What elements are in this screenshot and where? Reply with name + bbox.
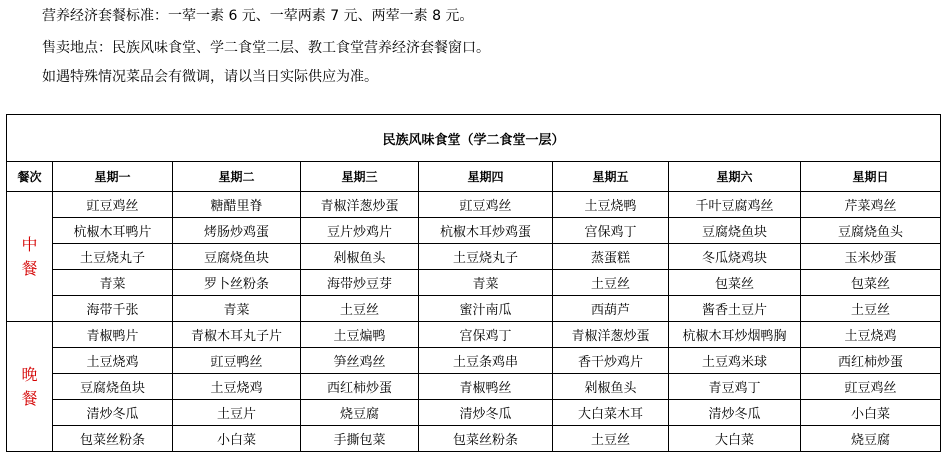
dish-cell: 豆片炒鸡片: [301, 218, 419, 244]
dish-cell: 青菜: [53, 270, 173, 296]
dish-cell: 土豆丝: [301, 296, 419, 322]
dish-cell: 包菜丝: [669, 270, 801, 296]
dish-cell: 笋丝鸡丝: [301, 348, 419, 374]
dish-cell: 西红柿炒蛋: [301, 374, 419, 400]
dish-cell: 青椒木耳丸子片: [173, 322, 301, 348]
dish-cell: 豇豆鸡丝: [801, 374, 941, 400]
dinner-meal-label-char: 餐: [21, 388, 38, 408]
dinner-meal-label: [7, 322, 53, 452]
dish-cell: 土豆烧丸子: [419, 244, 553, 270]
dish-cell: 土豆煸鸭: [301, 322, 419, 348]
dish-cell: 大白菜: [669, 426, 801, 452]
dish-cell: 海带炒豆芽: [301, 270, 419, 296]
dish-cell: 青椒洋葱炒蛋: [553, 322, 669, 348]
lunch-meal-label-char: 中: [21, 234, 38, 254]
dish-cell: 杭椒木耳炒鸡蛋: [419, 218, 553, 244]
dish-cell: 烧豆腐: [301, 400, 419, 426]
dish-cell: 小白菜: [801, 400, 941, 426]
dish-cell: 清炒冬瓜: [53, 400, 173, 426]
dish-cell: 蜜汁南瓜: [419, 296, 553, 322]
dish-cell: 青菜: [419, 270, 553, 296]
dish-cell: 海带千张: [53, 296, 173, 322]
day-header: 星期二: [173, 162, 301, 192]
dish-cell: 青豆鸡丁: [669, 374, 801, 400]
dish-cell: 青椒洋葱炒蛋: [301, 192, 419, 218]
dish-cell: 青椒鸭丝: [419, 374, 553, 400]
weekly-menu-table: [6, 114, 941, 452]
dish-cell: 土豆烧丸子: [53, 244, 173, 270]
dish-cell: 清炒冬瓜: [419, 400, 553, 426]
dish-cell: 烧豆腐: [801, 426, 941, 452]
dish-cell: 芹菜鸡丝: [801, 192, 941, 218]
dish-cell: 千叶豆腐鸡丝: [669, 192, 801, 218]
dish-cell: 土豆烧鸡: [801, 322, 941, 348]
dish-cell: 青椒鸭片: [53, 322, 173, 348]
dish-cell: 土豆鸡米球: [669, 348, 801, 374]
dish-cell: 罗卜丝粉条: [173, 270, 301, 296]
price-standard-note: 营养经济套餐标准：一荤一素 6 元、一荤两素 7 元、两荤一素 8 元。: [42, 8, 474, 24]
dish-cell: 青菜: [173, 296, 301, 322]
table-title-row: [7, 115, 941, 162]
lunch-meal-label: [7, 192, 53, 322]
dish-cell: 豇豆鸡丝: [53, 192, 173, 218]
dish-cell: 冬瓜烧鸡块: [669, 244, 801, 270]
day-header: 星期一: [53, 162, 173, 192]
dish-cell: 土豆丝: [801, 296, 941, 322]
table-row: [7, 270, 941, 296]
dish-cell: 宫保鸡丁: [553, 218, 669, 244]
dish-cell: 土豆烧鸭: [553, 192, 669, 218]
dish-cell: 宫保鸡丁: [419, 322, 553, 348]
dish-cell: 烤肠炒鸡蛋: [173, 218, 301, 244]
dinner-meal-label-char: 晚: [21, 364, 38, 384]
table-row: [7, 192, 941, 218]
dish-cell: 豆腐烧鱼头: [801, 218, 941, 244]
dish-cell: 剁椒鱼头: [301, 244, 419, 270]
adjustment-note: 如遇特殊情况菜品会有微调，请以当日实际供应为准。: [42, 69, 378, 85]
dish-cell: 包菜丝粉条: [53, 426, 173, 452]
table-row: [7, 426, 941, 452]
table-row: [7, 322, 941, 348]
table-row: [7, 400, 941, 426]
dish-cell: 包菜丝粉条: [419, 426, 553, 452]
dish-cell: 豆腐烧鱼块: [669, 218, 801, 244]
dish-cell: 包菜丝: [801, 270, 941, 296]
table-title: 民族风味食堂（学二食堂一层）: [7, 115, 941, 162]
day-header: 星期日: [801, 162, 941, 192]
table-header-row: [7, 162, 941, 192]
lunch-meal-label-char: 餐: [21, 258, 38, 278]
dish-cell: 蒸蛋糕: [553, 244, 669, 270]
dish-cell: 小白菜: [173, 426, 301, 452]
dish-cell: 土豆片: [173, 400, 301, 426]
dish-cell: 西红柿炒蛋: [801, 348, 941, 374]
table-row: [7, 296, 941, 322]
dish-cell: 豇豆鸭丝: [173, 348, 301, 374]
day-header: 星期五: [553, 162, 669, 192]
dish-cell: 手撕包菜: [301, 426, 419, 452]
dish-cell: 土豆烧鸡: [53, 348, 173, 374]
dish-cell: 豇豆鸡丝: [419, 192, 553, 218]
dish-cell: 香干炒鸡片: [553, 348, 669, 374]
dish-cell: 豆腐烧鱼块: [53, 374, 173, 400]
meal-column-header: 餐次: [7, 162, 53, 192]
dish-cell: 豆腐烧鱼块: [173, 244, 301, 270]
day-header: 星期六: [669, 162, 801, 192]
dish-cell: 西葫芦: [553, 296, 669, 322]
table-row: [7, 348, 941, 374]
dish-cell: 杭椒木耳鸭片: [53, 218, 173, 244]
dish-cell: 土豆丝: [553, 426, 669, 452]
table-row: [7, 244, 941, 270]
dish-cell: 糖醋里脊: [173, 192, 301, 218]
day-header: 星期四: [419, 162, 553, 192]
dish-cell: 大白菜木耳: [553, 400, 669, 426]
table-row: [7, 218, 941, 244]
dinner-section: [7, 322, 941, 452]
dish-cell: 玉米炒蛋: [801, 244, 941, 270]
dish-cell: 清炒冬瓜: [669, 400, 801, 426]
table-row: [7, 374, 941, 400]
lunch-section: [7, 192, 941, 322]
dish-cell: 剁椒鱼头: [553, 374, 669, 400]
dish-cell: 酱香土豆片: [669, 296, 801, 322]
day-header: 星期三: [301, 162, 419, 192]
dish-cell: 土豆烧鸡: [173, 374, 301, 400]
dish-cell: 土豆丝: [553, 270, 669, 296]
sale-location-note: 售卖地点：民族风味食堂、学二食堂二层、教工食堂营养经济套餐窗口。: [42, 40, 490, 56]
dish-cell: 杭椒木耳炒烟鸭胸: [669, 322, 801, 348]
dish-cell: 土豆条鸡串: [419, 348, 553, 374]
